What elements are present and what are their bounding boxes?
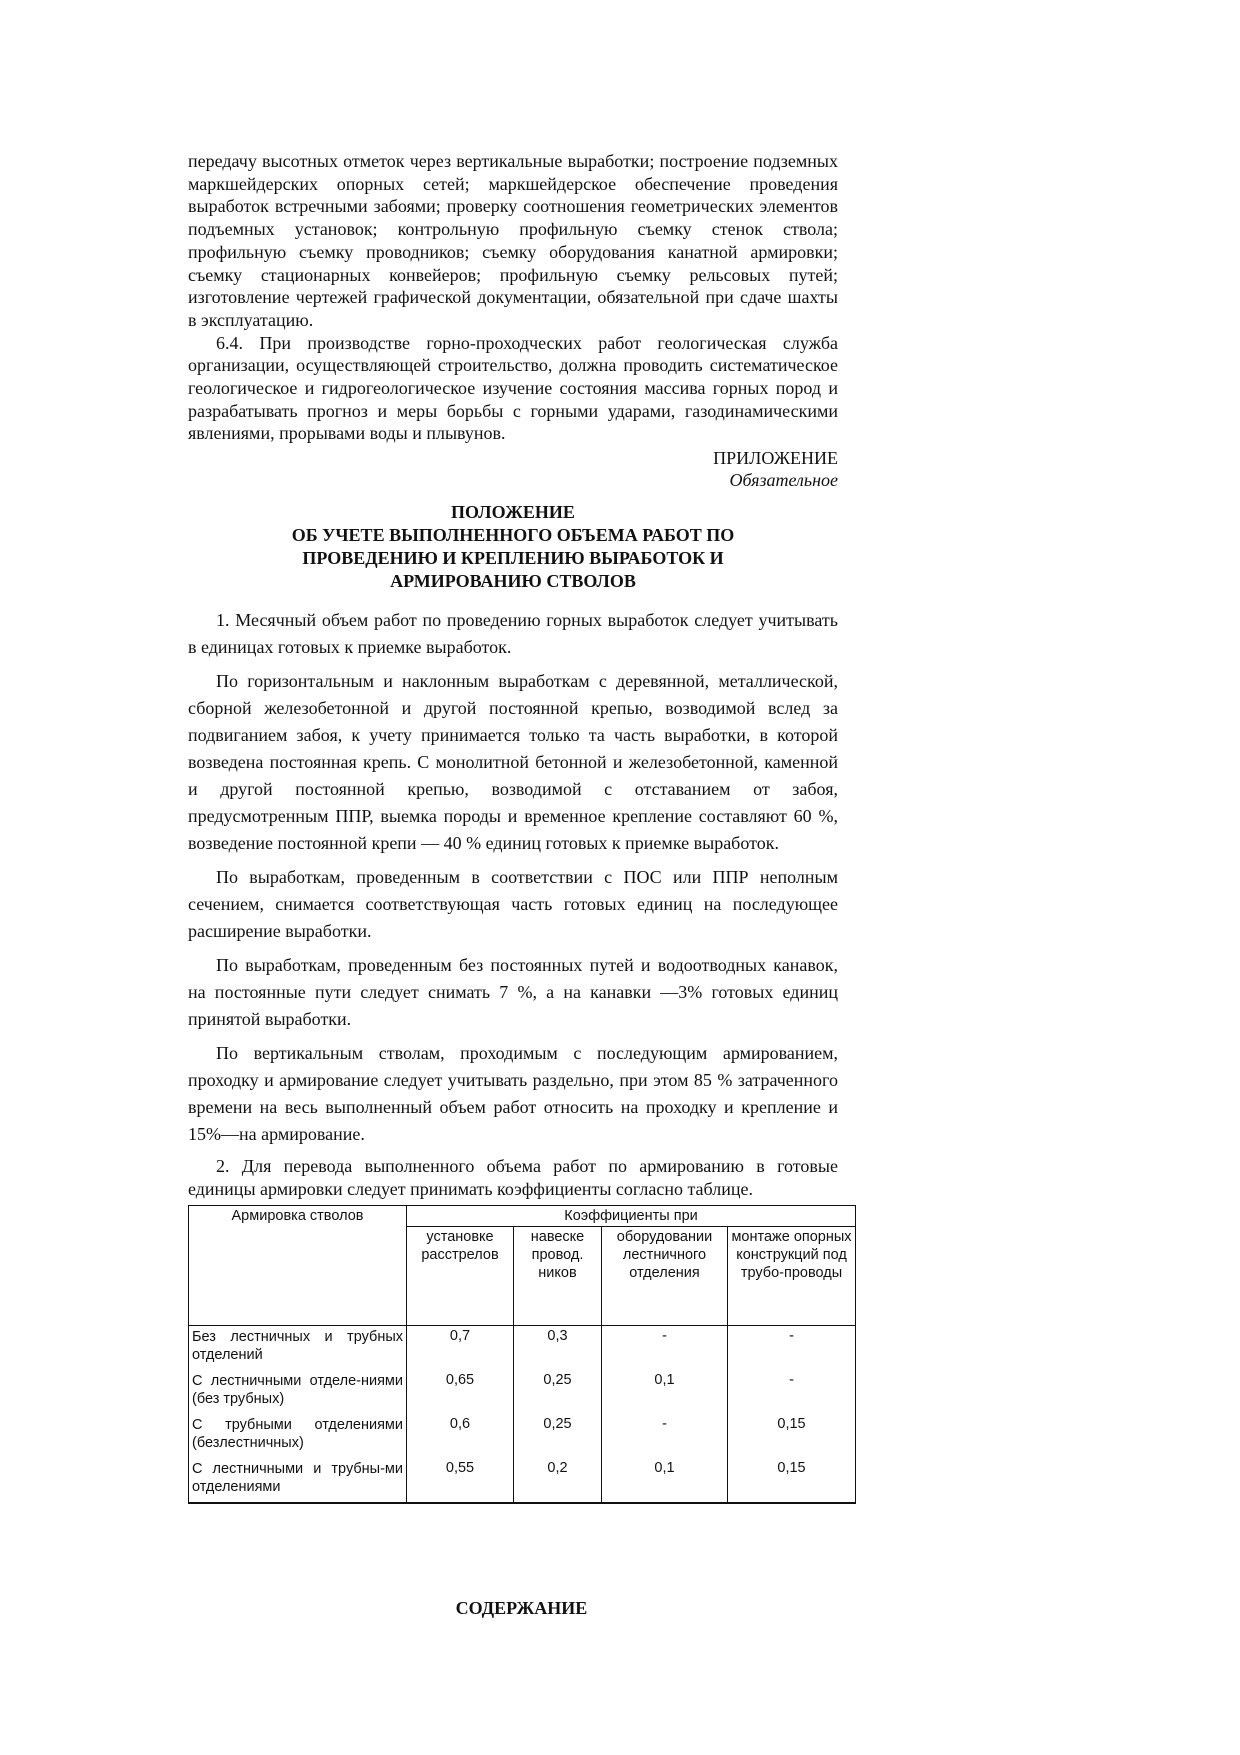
appendix-title: ПРИЛОЖЕНИЕ xyxy=(713,448,838,469)
cell: 0,55 xyxy=(407,1458,514,1503)
cell: 0,6 xyxy=(407,1414,514,1458)
cell: 0,25 xyxy=(514,1414,602,1458)
cell: - xyxy=(728,1370,856,1414)
row-header: Армировка стволов xyxy=(189,1205,407,1325)
paragraph-6-4: 6.4. При производстве горно-проходческих работ геологическая служба организации, осуществляющей строительство, должна проводить систематическое геологическое и гидрогеологическое изучение состояния массива горных пород и разрабатывать прогноз и меры борьбы с горными ударами, газодинамическими явлениями, прорывами воды и плывунов. xyxy=(188,332,838,444)
cell: 0,7 xyxy=(407,1325,514,1370)
cell: 0,1 xyxy=(602,1458,728,1503)
table-row xyxy=(189,1414,856,1458)
cell: 0,65 xyxy=(407,1370,514,1414)
coefficients-table xyxy=(188,1205,856,1504)
intro-paragraph: передачу высотных отметок через вертикальные выработки; построение подземных маркшейдерских опорных сетей; маркшейдерское обеспечение проведения выработок встречными забоями; проверку соотношения геометрических элементов подъемных установок; контрольную профильную съемку стенок ствола; профильную съемку проводников; съемку оборудования канатной армировки; съемку стационарных конвейеров; профильную съемку рельсовых путей; изготовление чертежей графической документации, обязательной при сдаче шахты в эксплуатацию. xyxy=(188,151,838,330)
appendix-note: Обязательное xyxy=(729,470,838,491)
row-label: Без лестничных и трубных отделений xyxy=(189,1325,407,1370)
cell: 0,15 xyxy=(728,1414,856,1458)
paragraph: По выработкам, проведенным в соответствии с ПОС или ППР неполным сечением, снимается соответствующая часть готовых единиц на последующее расширение выработки. xyxy=(188,867,838,942)
title-line-1: ПОЛОЖЕНИЕ xyxy=(451,502,575,523)
paragraph: 2. Для перевода выполненного объема работ по армированию в готовые единицы армировки следует принимать коэффициенты согласно таблице. xyxy=(188,1156,838,1199)
section-title xyxy=(228,501,798,593)
title-line-2: ОБ УЧЕТЕ ВЫПОЛНЕННОГО ОБЪЕМА РАБОТ ПО ПРОВЕДЕНИЮ И КРЕПЛЕНИЮ ВЫРАБОТОК И АРМИРОВАНИЮ СТВОЛОВ xyxy=(291,525,735,592)
table-row xyxy=(189,1458,856,1503)
column-header: монтаже опорных конструкций под трубо-проводы xyxy=(728,1226,856,1325)
cell: 0,3 xyxy=(514,1325,602,1370)
cell: - xyxy=(602,1325,728,1370)
row-label: С трубными отделениями (безлестничных) xyxy=(189,1414,407,1458)
paragraph: 1. Месячный объем работ по проведению горных выработок следует учитывать в единицах готовых к приемке выработок. xyxy=(188,610,838,658)
cell: 0,25 xyxy=(514,1370,602,1414)
appendix-label xyxy=(188,447,838,491)
table-row xyxy=(189,1325,856,1370)
cell: 0,15 xyxy=(728,1458,856,1503)
cell: - xyxy=(728,1325,856,1370)
cell: 0,1 xyxy=(602,1370,728,1414)
document-body xyxy=(188,150,852,1504)
regulation-text xyxy=(188,607,838,1200)
table-row xyxy=(189,1370,856,1414)
group-header: Коэффициенты при xyxy=(407,1205,856,1226)
row-label: С лестничными отделе-ниями (без трубных) xyxy=(189,1370,407,1414)
contents-heading: СОДЕРЖАНИЕ xyxy=(455,1598,588,1618)
cell: - xyxy=(602,1414,728,1458)
paragraph: По выработкам, проведенным без постоянных путей и водоотводных канавок, на постоянные пути следует снимать 7 %, а на канавки —3% готовых единиц принятой выработки. xyxy=(188,955,838,1030)
row-label: С лестничными и трубны-ми отделениями xyxy=(189,1458,407,1503)
paragraph: По вертикальным стволам, проходимым с последующим армированием, проходку и армирование следует учитывать раздельно, при этом 85 % затраченного времени на весь выполненный объем работ относить на проходку и крепление и 15%—на армирование. xyxy=(188,1043,838,1145)
column-header: оборудовании лестничного отделения xyxy=(602,1226,728,1325)
cell: 0,2 xyxy=(514,1458,602,1503)
column-header: навеске провод. ников xyxy=(514,1226,602,1325)
column-header: установке расстрелов xyxy=(407,1226,514,1325)
paragraph: По горизонтальным и наклонным выработкам с деревянной, металлической, сборной железобетонной и другой постоянной крепью, возводимой вслед за подвиганием забоя, к учету принимается только та часть выработки, в которой возведена постоянная крепь. С монолитной бетонной и железобетонной, каменной и другой постоянной крепью, возводимой с отставанием от забоя, предусмотренным ППР, выемка породы и временное крепление составляют 60 %, возведение постоянной крепи — 40 % единиц готовых к приемке выработок. xyxy=(188,671,838,854)
